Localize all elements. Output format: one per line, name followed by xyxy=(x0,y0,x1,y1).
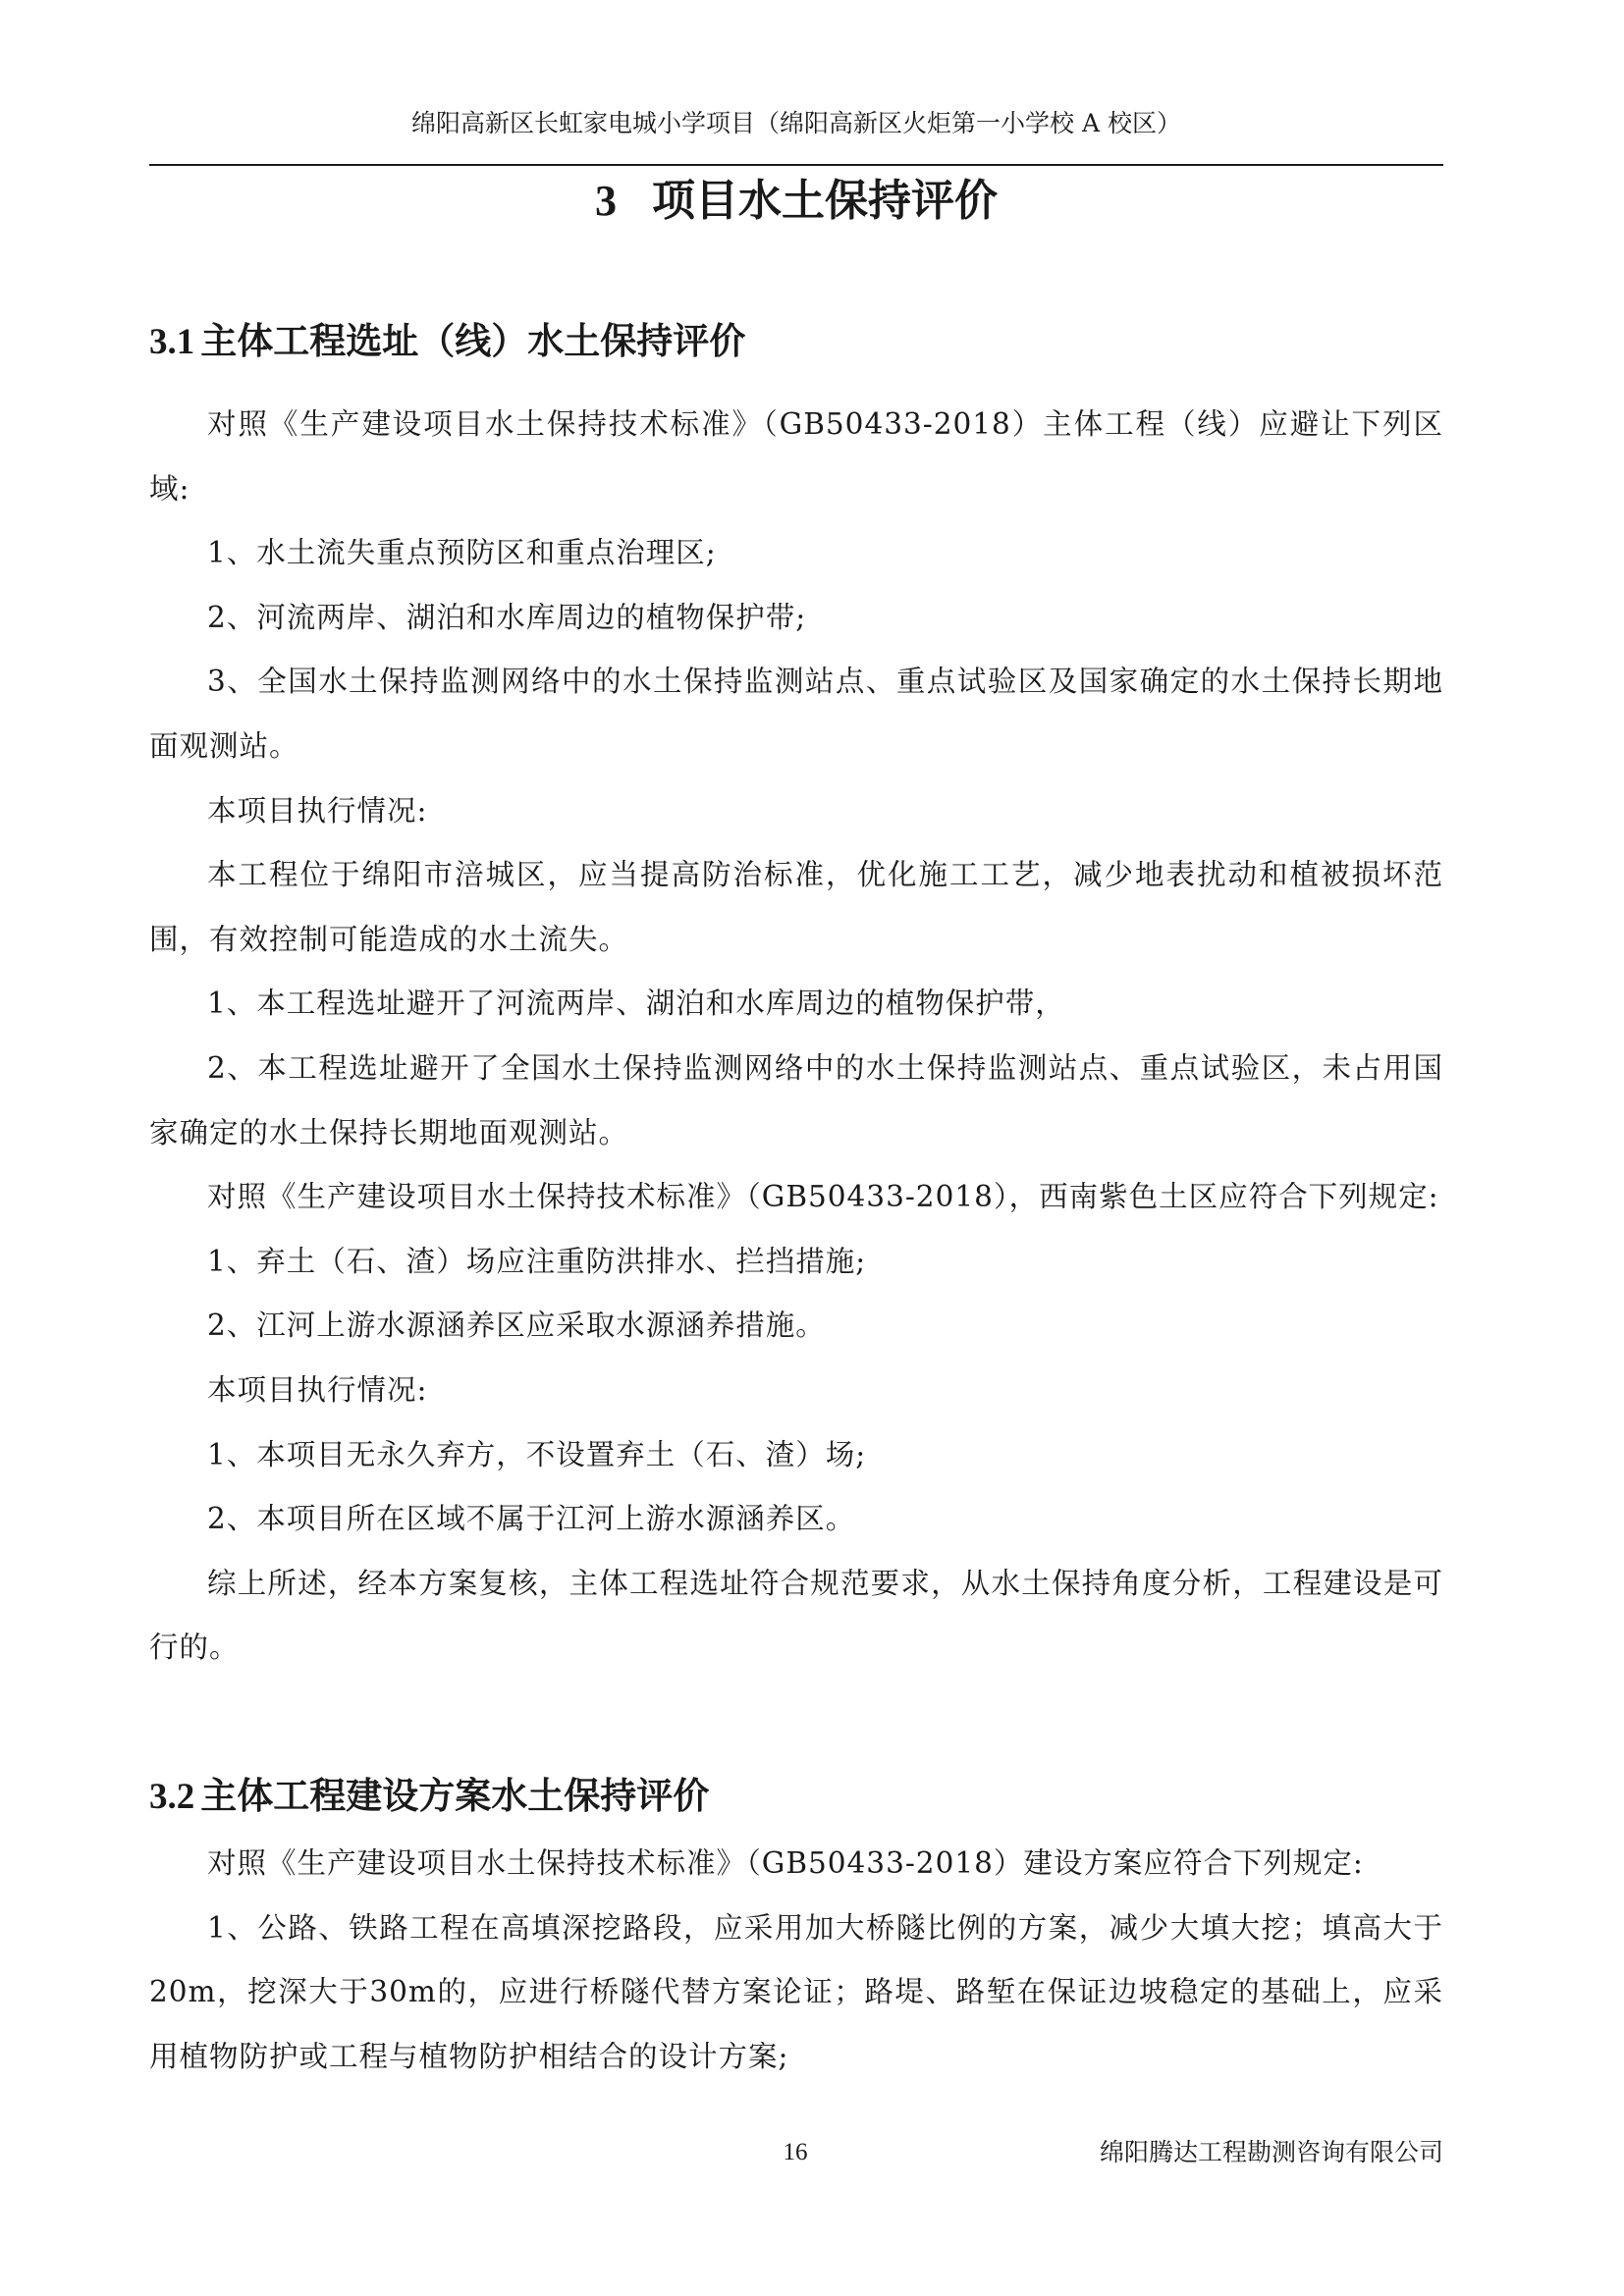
header-divider xyxy=(149,164,1443,166)
paragraph: 1、公路、铁路工程在高填深挖路段，应采用加大桥隧比例的方案，减少大填大挖；填高大于20m，挖深大于30m的，应进行桥隧代替方案论证；路堤、路堑在保证边坡稳定的基础上，应采用植物防护或工程与植物防护相结合的设计方案; xyxy=(149,1910,1443,2073)
section-number: 3.2 xyxy=(149,1777,195,1817)
paragraph: 综上所述，经本方案复核，主体工程选址符合规范要求，从水土保持角度分析，工程建设是可行的。 xyxy=(149,1566,1443,1665)
section-3-2-body xyxy=(149,1832,1443,2089)
paragraph: 对照《生产建设项目水土保持技术标准》（GB50433-2018），西南紫色土区应符合下列规定: xyxy=(207,1180,1439,1214)
paragraph: 对照《生产建设项目水土保持技术标准》（GB50433-2018）主体工程（线）应避让下列区域: xyxy=(149,407,1443,506)
running-header: 绵阳高新区长虹家电城小学项目（绵阳高新区火炬第一小学校 A 校区） xyxy=(411,109,1181,137)
chapter-title-text: 项目水土保持评价 xyxy=(652,176,998,226)
section-title: 主体工程选址（线）水土保持评价 xyxy=(200,320,746,362)
paragraph: 1、弃土（石、渣）场应注重防洪排水、拦挡措施; xyxy=(207,1244,867,1278)
paragraph: 2、本工程选址避开了全国水土保持监测网络中的水土保持监测站点、重点试验区，未占用国家确定的水土保持长期地面观测站。 xyxy=(149,1050,1443,1149)
paragraph: 1、本工程选址避开了河流两岸、湖泊和水库周边的植物保护带， xyxy=(207,987,1065,1021)
paragraph: 本项目执行情况: xyxy=(207,793,428,828)
chapter-number: 3 xyxy=(595,177,617,225)
footer-company: 绵阳腾达工程勘测咨询有限公司 xyxy=(1099,2138,1443,2166)
paragraph: 2、河流两岸、湖泊和水库周边的植物保护带; xyxy=(207,600,807,634)
paragraph: 本工程位于绵阳市涪城区，应当提高防治标准，优化施工工艺，减少地表扰动和植被损坏范围，有效控制可能造成的水土流失。 xyxy=(149,858,1443,956)
paragraph: 1、本项目无永久弃方，不设置弃土（石、渣）场; xyxy=(207,1437,867,1471)
section-heading-3-2 xyxy=(149,1767,1443,1827)
paragraph: 1、水土流失重点预防区和重点治理区; xyxy=(207,536,717,570)
chapter-title xyxy=(149,167,1443,236)
page-number: 16 xyxy=(783,2139,808,2165)
section-number: 3.1 xyxy=(149,322,195,362)
section-heading-3-1 xyxy=(149,312,1443,372)
section-title: 主体工程建设方案水土保持评价 xyxy=(200,1775,710,1817)
paragraph: 本项目执行情况: xyxy=(207,1372,428,1407)
paragraph: 3、全国水土保持监测网络中的水土保持监测站点、重点试验区及国家确定的水土保持长期地面观测站。 xyxy=(149,665,1443,763)
section-3-1-body xyxy=(149,393,1443,1681)
paragraph: 对照《生产建设项目水土保持技术标准》（GB50433-2018）建设方案应符合下列规定: xyxy=(207,1846,1364,1880)
paragraph: 2、江河上游水源涵养区应采取水源涵养措施。 xyxy=(207,1308,826,1343)
paragraph: 2、本项目所在区域不属于江河上游水源涵养区。 xyxy=(207,1502,856,1536)
